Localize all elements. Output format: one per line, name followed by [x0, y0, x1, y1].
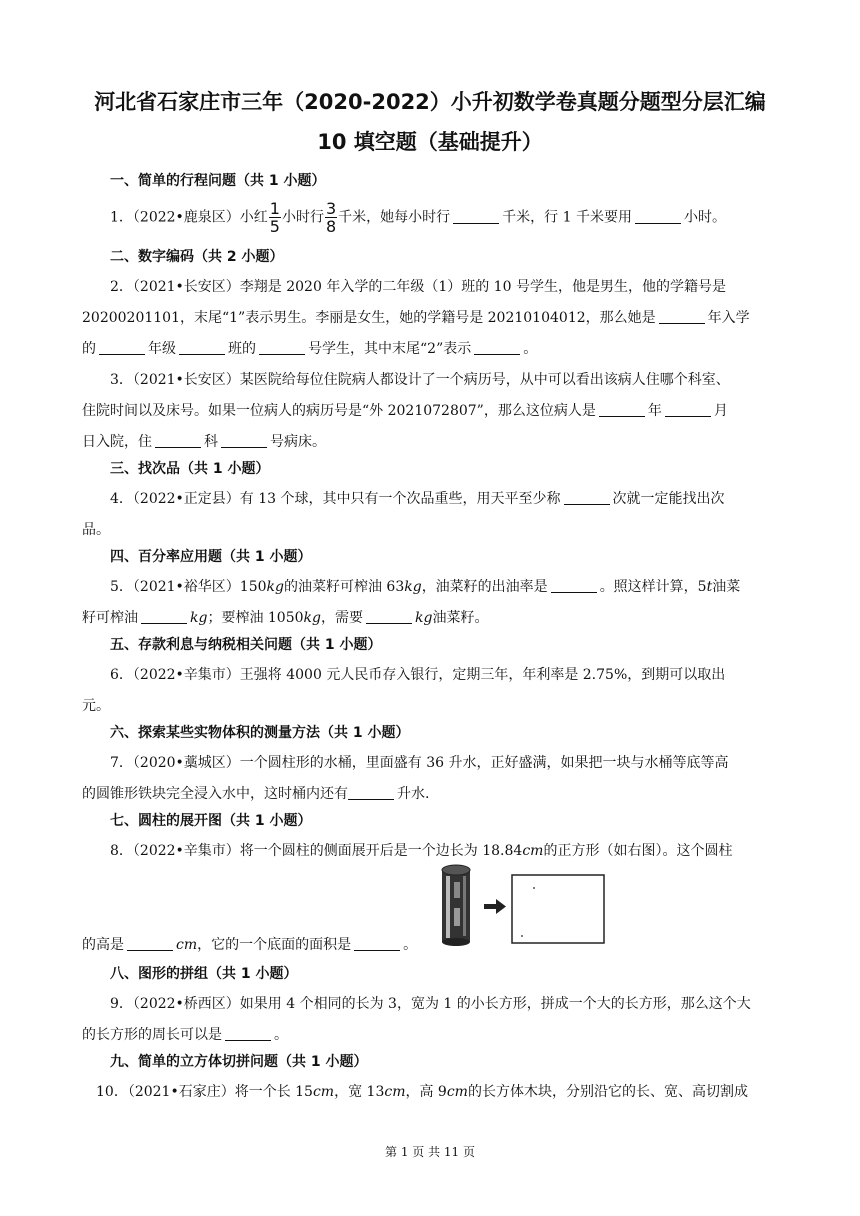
question-3-line3: 日入院，住 科 号病床。 — [82, 434, 326, 450]
answer-blank[interactable] — [659, 309, 705, 324]
question-6-line1: 6．（2022•辛集市）王强将 4000 元人民币存入银行，定期三年，年利率是 2.75%，到期可以取出 — [110, 667, 726, 683]
question-5-line2: 籽可榨油 kg；要榨油 1050kg，需要 kg油菜籽。 — [82, 610, 489, 626]
question-5-line1: 5．（2021•裕华区）150kg的油菜籽可榨油 63kg，油菜籽的出油率是 。照这样计算，5t油菜 — [110, 579, 741, 595]
answer-blank[interactable] — [551, 578, 597, 593]
section-heading: 五、存款利息与纳税相关问题（共 1 小题） — [110, 637, 382, 653]
answer-blank[interactable] — [225, 1026, 271, 1041]
answer-blank[interactable] — [99, 340, 145, 355]
page-footer: 第 1 页 共 11 页 — [385, 1145, 475, 1159]
answer-blank[interactable] — [564, 490, 610, 505]
question-3-line1: 3．（2021•长安区）某医院给每位住院病人都设计了一个病历号，从中可以看出该病人住哪个科室、 — [110, 372, 730, 388]
answer-blank[interactable] — [354, 936, 400, 951]
section-heading: 七、圆柱的展开图（共 1 小题） — [110, 813, 312, 829]
answer-blank[interactable] — [127, 936, 173, 951]
question-10-line1: 10．（2021•石家庄）将一个长 15cm，宽 13cm，高 9cm的长方体木块，分别沿它的长、宽、高切割成 — [96, 1084, 748, 1100]
question-1: 1．（2022•鹿泉区）小红 $\frac{1}{5}$ 小时行 $\frac{3}{8}$ 千米，她每小时行 千米，行 1 千米要用 小时。 — [110, 199, 726, 236]
question-4-line1: 4．（2022•正定县）有 13 个球，其中只有一个次品重些，用天平至少称 次就一定能找出次 — [110, 491, 725, 507]
arrow-right-icon — [484, 899, 506, 914]
question-3-line2: 住院时间以及床号。如果一位病人的病历号是“外 2021072807”，那么这位病人是 年 月 — [82, 403, 728, 419]
answer-blank[interactable] — [635, 209, 681, 224]
answer-blank[interactable] — [599, 402, 645, 417]
answer-blank[interactable] — [141, 609, 187, 624]
question-8-line2: 的高是 cm，它的一个底面的面积是 。 — [82, 937, 418, 953]
answer-blank[interactable] — [179, 340, 225, 355]
answer-blank[interactable] — [366, 609, 412, 624]
answer-blank[interactable] — [348, 785, 394, 800]
doc-title-line1: 河北省石家庄市三年（2020-2022）小升初数学卷真题分题型分层汇编 — [94, 90, 766, 114]
section-heading: 八、图形的拼组（共 1 小题） — [110, 966, 298, 982]
section-heading: 六、探索某些实物体积的测量方法（共 1 小题） — [110, 725, 410, 741]
answer-blank[interactable] — [474, 340, 520, 355]
section-heading: 四、百分率应用题（共 1 小题） — [110, 549, 312, 565]
question-8-line1: 8．（2022•辛集市）将一个圆柱的侧面展开后是一个边长为 18.84cm的正方形（如右图）。这个圆柱 — [110, 843, 733, 859]
section-heading: 九、简单的立方体切拼问题（共 1 小题） — [110, 1054, 368, 1070]
answer-blank[interactable] — [453, 209, 499, 224]
fraction-1-5: $\frac{1}{5}$ — [269, 199, 280, 236]
question-9-line1: 9．（2022•桥西区）如果用 4 个相同的长为 3，宽为 1 的小长方形，拼成一个大的长方形，那么这个大 — [110, 996, 751, 1012]
section-heading: 三、找次品（共 1 小题） — [110, 461, 270, 477]
question-2-line2: 20200201101，末尾“1”表示男生。李丽是女生，她的学籍号是 20210104012，那么她是 年入学 — [82, 310, 750, 326]
answer-blank[interactable] — [259, 340, 305, 355]
answer-blank[interactable] — [665, 402, 711, 417]
answer-blank[interactable] — [221, 433, 267, 448]
answer-blank[interactable] — [155, 433, 201, 448]
unfolded-square — [512, 875, 604, 943]
question-2-line1: 2．（2021•长安区）李翔是 2020 年入学的二年级（1）班的 10 号学生，他是男生，他的学籍号是 — [110, 279, 726, 295]
question-4-line2: 品。 — [82, 522, 110, 538]
section-heading: 一、简单的行程问题（共 1 小题） — [110, 173, 326, 189]
question-7-line1: 7．（2020•藁城区）一个圆柱形的水桶，里面盛有 36 升水，正好盛满，如果把一块与水桶等底等高 — [110, 755, 729, 771]
fraction-3-8: $\frac{3}{8}$ — [325, 199, 337, 236]
question-2-line3: 的 年级 班的 号学生，其中末尾“2”表示 。 — [82, 341, 538, 357]
question-7-line2: 的圆锥形铁块完全浸入水中，这时桶内还有 升水. — [82, 786, 430, 802]
question-9-line2: 的长方形的周长可以是 。 — [82, 1027, 288, 1043]
section-heading: 二、数字编码（共 2 小题） — [110, 249, 284, 265]
question-6-line2: 元。 — [82, 698, 110, 714]
doc-title-line2: 10 填空题（基础提升） — [317, 130, 543, 154]
